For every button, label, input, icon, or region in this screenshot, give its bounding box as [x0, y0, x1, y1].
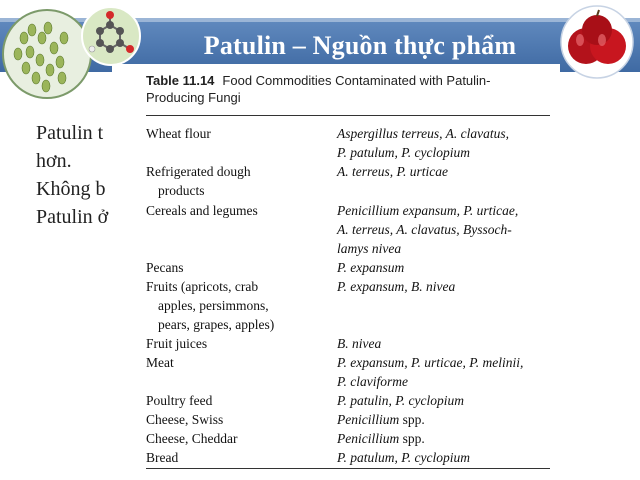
food-cell: Fruit juices	[146, 336, 208, 351]
fungi-cell: Penicillium spp.	[337, 412, 425, 427]
food-cell: Cheese, Cheddar	[146, 431, 238, 446]
slide-title: Patulin – Nguồn thực phẩm	[203, 31, 517, 60]
background-text-line: Không b	[36, 178, 106, 200]
food-cell: Bread	[146, 450, 179, 465]
food-cell: Refrigerated dough products	[146, 164, 251, 198]
table-panel	[112, 64, 560, 480]
fungi-cell: P. expansum	[337, 260, 405, 275]
table-caption-line2: Producing Fungi	[146, 90, 241, 105]
fungi-cell: A. terreus, P. urticae	[337, 164, 448, 179]
table-bottom-rule	[146, 468, 550, 469]
fungi-cell: P. patulin, P. cyclopium	[337, 393, 464, 408]
fungi-cell: Aspergillus terreus, A. clavatus, P. patulum, P. cyclopium	[337, 126, 509, 160]
table-caption-line1: Food Commodities Contaminated with Patulin-	[222, 73, 491, 88]
table-top-rule	[146, 115, 550, 116]
food-cell: Cereals and legumes	[146, 203, 258, 218]
fungus-micrograph-picture	[2, 8, 92, 100]
fungi-cell: Penicillium expansum, P. urticae, A. terreus, A. clavatus, Byssoch- lamys nivea	[337, 203, 519, 256]
fungi-cell: P. expansum, P. urticae, P. melinii, P. claviforme	[337, 355, 524, 389]
fungi-cell: P. patulum, P. cyclopium	[337, 450, 470, 465]
food-cell: Cheese, Swiss	[146, 412, 224, 427]
food-cell: Poultry feed	[146, 393, 213, 408]
food-cell: Wheat flour	[146, 126, 211, 141]
background-text-line: hơn.	[36, 150, 72, 172]
table-number: Table 11.14	[146, 73, 215, 88]
food-cell: Pecans	[146, 260, 184, 275]
fungi-cell: Penicillium spp.	[337, 431, 425, 446]
table-caption	[146, 72, 546, 106]
patulin-molecule-picture	[80, 5, 142, 67]
background-text-line: Patulin ở	[36, 206, 109, 228]
food-cell: Fruits (apricots, crab apples, persimmons, pears, grapes, apples)	[146, 279, 275, 332]
apples-picture	[556, 4, 638, 80]
fungi-cell: P. expansum, B. nivea	[337, 279, 456, 294]
food-cell: Meat	[146, 355, 174, 370]
background-text-line: Patulin t	[36, 122, 104, 144]
fungi-cell: B. nivea	[337, 336, 382, 351]
